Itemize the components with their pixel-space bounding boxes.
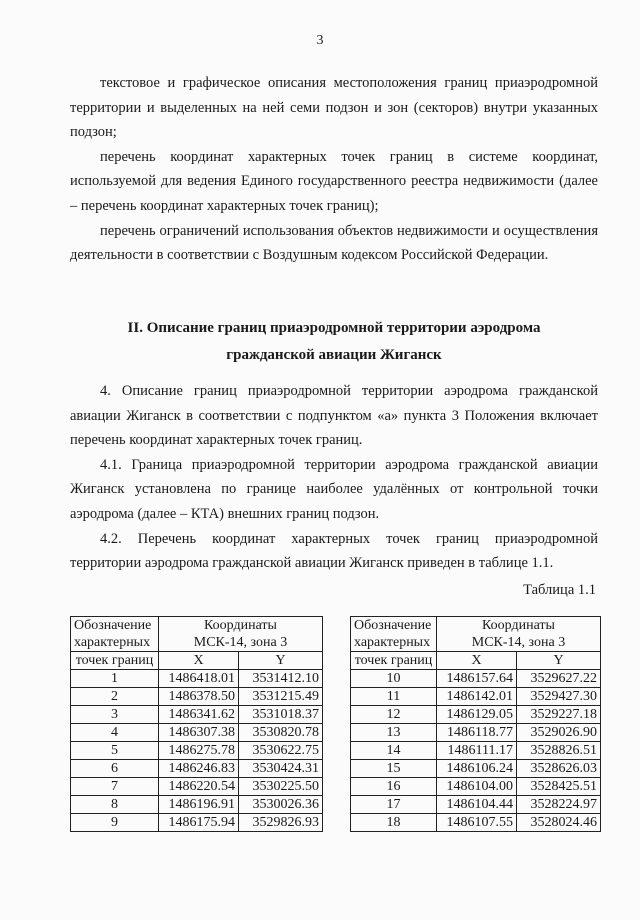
cell-y: 3528224.97	[517, 796, 601, 814]
cell-x: 1486220.54	[159, 778, 239, 796]
cell-x: 1486142.01	[437, 688, 517, 706]
cell-x: 1486418.01	[159, 670, 239, 688]
cell-point-number: 13	[351, 724, 437, 742]
cell-point-number: 12	[351, 706, 437, 724]
header-coordinates	[159, 617, 323, 652]
table-header-row	[71, 617, 323, 652]
cell-x: 1486341.62	[159, 706, 239, 724]
cell-x: 1486107.55	[437, 814, 517, 832]
cell-y: 3530225.50	[239, 778, 323, 796]
cell-point-number: 16	[351, 778, 437, 796]
cell-y: 3528826.51	[517, 742, 601, 760]
header-designation	[71, 617, 159, 652]
header-x: X	[159, 652, 239, 670]
table-row	[71, 796, 323, 814]
cell-x: 1486129.05	[437, 706, 517, 724]
paragraph: перечень ограничений использования объектов недвижимости и осуществления деятельности в соответствии с Воздушным кодексом Российской Федерации.	[70, 222, 598, 264]
cell-x: 1486118.77	[437, 724, 517, 742]
header-designation-line: Обозначение	[354, 618, 432, 633]
intro-list	[70, 71, 598, 268]
body-text	[70, 379, 598, 576]
table-row	[71, 670, 323, 688]
cell-y: 3530424.31	[239, 760, 323, 778]
cell-point-number: 4	[71, 724, 159, 742]
cell-point-number: 3	[71, 706, 159, 724]
table-row	[351, 778, 601, 796]
cell-point-number: 18	[351, 814, 437, 832]
paragraph: 4. Описание границ приаэродромной территории аэродрома гражданской авиации Жиганск в соответствии с подпунктом «а» пункта 3 Положения включает перечень координат характерных точек границ.	[70, 383, 598, 449]
cell-point-number: 1	[71, 670, 159, 688]
paragraph: 4.1. Граница приаэродромной территории аэродрома гражданской авиации Жиганск установлена по границе наиболее удалённых от контрольной точки аэродрома (далее – КТА) внешних границ подзон.	[70, 456, 598, 522]
header-coordinates-line: Координаты	[482, 618, 555, 633]
coordinates-table-left	[70, 616, 323, 832]
cell-point-number: 7	[71, 778, 159, 796]
cell-point-number: 17	[351, 796, 437, 814]
cell-x: 1486175.94	[159, 814, 239, 832]
cell-x: 1486104.00	[437, 778, 517, 796]
table-row	[351, 760, 601, 778]
table-row	[71, 742, 323, 760]
table-header-row	[351, 617, 601, 652]
header-x: X	[437, 652, 517, 670]
cell-point-number: 8	[71, 796, 159, 814]
table-row	[351, 742, 601, 760]
table-row	[351, 814, 601, 832]
table-row	[71, 760, 323, 778]
cell-x: 1486275.78	[159, 742, 239, 760]
table-row	[71, 706, 323, 724]
cell-point-number: 14	[351, 742, 437, 760]
cell-y: 3528425.51	[517, 778, 601, 796]
header-coordinates-line: МСК-14, зона 3	[471, 635, 566, 650]
table-header-row	[351, 652, 601, 670]
section-heading-line: II. Описание границ приаэродромной территории аэродрома	[127, 320, 541, 336]
coordinates-table-right	[350, 616, 601, 832]
table-row	[351, 706, 601, 724]
table-row	[71, 724, 323, 742]
cell-y: 3531412.10	[239, 670, 323, 688]
page-number: 3	[316, 33, 324, 48]
cell-x: 1486378.50	[159, 688, 239, 706]
cell-y: 3529627.22	[517, 670, 601, 688]
table-row	[71, 688, 323, 706]
section-heading	[70, 315, 598, 369]
cell-x: 1486307.38	[159, 724, 239, 742]
cell-y: 3531018.37	[239, 706, 323, 724]
cell-x: 1486246.83	[159, 760, 239, 778]
section-heading-line: гражданской авиации Жиганск	[226, 347, 442, 363]
table-row	[71, 778, 323, 796]
cell-y: 3528024.46	[517, 814, 601, 832]
header-coordinates-line: Координаты	[204, 618, 277, 633]
cell-point-number: 9	[71, 814, 159, 832]
cell-x: 1486111.17	[437, 742, 517, 760]
header-designation-line: характерных	[354, 635, 431, 650]
cell-point-number: 15	[351, 760, 437, 778]
table-row	[351, 670, 601, 688]
cell-point-number: 6	[71, 760, 159, 778]
table-row	[351, 796, 601, 814]
cell-y: 3530026.36	[239, 796, 323, 814]
paragraph: 4.2. Перечень координат характерных точек границ приаэродромной территории аэродрома гражданской авиации Жиганск приведен в таблице 1.1.	[70, 530, 598, 572]
cell-point-number: 11	[351, 688, 437, 706]
header-designation-line: точек границ	[71, 652, 159, 670]
cell-x: 1486157.64	[437, 670, 517, 688]
cell-point-number: 10	[351, 670, 437, 688]
header-designation	[351, 617, 437, 652]
header-coordinates	[437, 617, 601, 652]
header-coordinates-line: МСК-14, зона 3	[193, 635, 288, 650]
table-row	[351, 688, 601, 706]
header-designation-line: характерных	[74, 635, 151, 650]
cell-y: 3531215.49	[239, 688, 323, 706]
header-designation-line: точек границ	[351, 652, 437, 670]
cell-y: 3529826.93	[239, 814, 323, 832]
cell-x: 1486104.44	[437, 796, 517, 814]
table-row	[351, 724, 601, 742]
header-y: Y	[239, 652, 323, 670]
header-y: Y	[517, 652, 601, 670]
cell-point-number: 2	[71, 688, 159, 706]
cell-y: 3528626.03	[517, 760, 601, 778]
cell-point-number: 5	[71, 742, 159, 760]
table-row	[71, 814, 323, 832]
paragraph: перечень координат характерных точек границ в системе координат, используемой для ведения Единого государственного реестра недвижимости (далее – перечень координат характерных точек границ);	[70, 148, 598, 214]
header-designation-line: Обозначение	[74, 618, 152, 633]
cell-y: 3529227.18	[517, 706, 601, 724]
cell-y: 3530820.78	[239, 724, 323, 742]
table-header-row	[71, 652, 323, 670]
cell-x: 1486106.24	[437, 760, 517, 778]
paragraph: текстовое и графическое описания местоположения границ приаэродромной территории и выделенных на ней семи подзон и зон (секторов) внутри указанных подзон;	[70, 75, 598, 141]
table-caption: Таблица 1.1	[523, 582, 596, 598]
cell-x: 1486196.91	[159, 796, 239, 814]
cell-y: 3529427.30	[517, 688, 601, 706]
cell-y: 3530622.75	[239, 742, 323, 760]
cell-y: 3529026.90	[517, 724, 601, 742]
